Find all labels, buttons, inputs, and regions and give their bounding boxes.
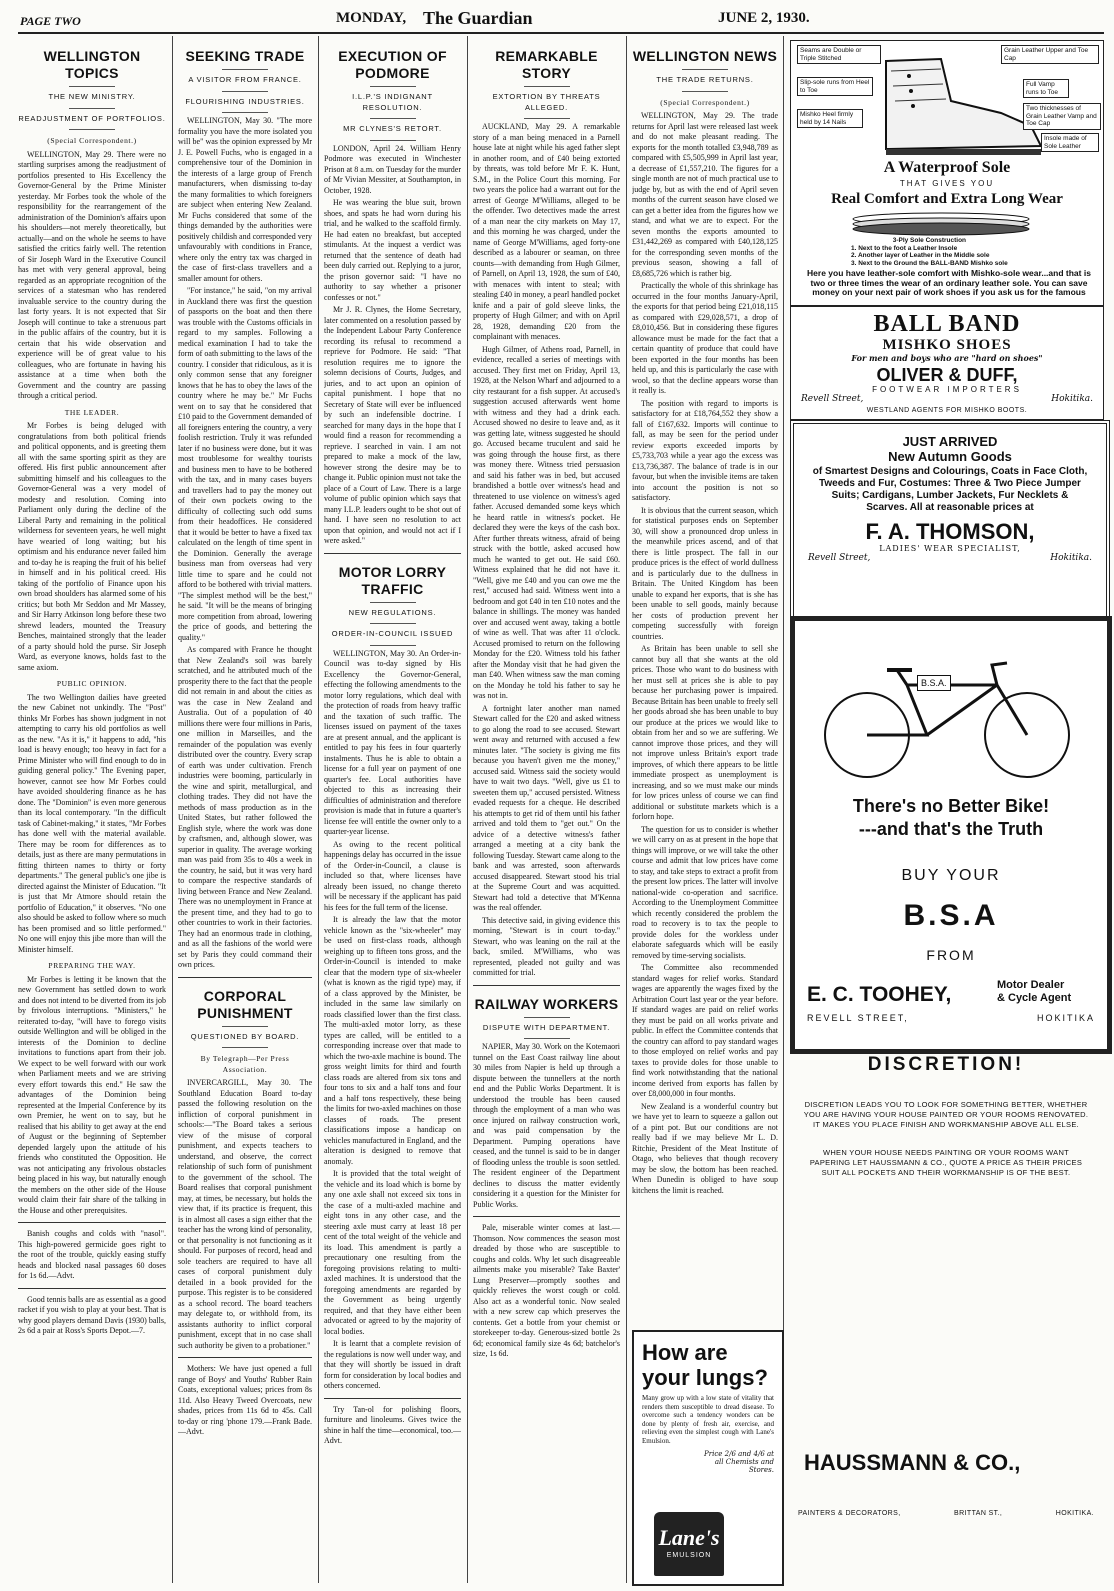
article-paragraph: LONDON, April 24. William Henry Podmore was executed in Winchester Prison at 8 a.m. on Tuesday for the murder of Mr Vivian Messiter, at Southampton, in October, 1928. bbox=[324, 143, 461, 195]
column-remarkable-story bbox=[473, 38, 620, 1583]
column-rule bbox=[467, 36, 468, 1583]
ad-brand: B.S.A bbox=[903, 899, 999, 932]
ad-slogan: ---and that's the Truth bbox=[858, 819, 1044, 839]
lanes-brand: Lane's bbox=[658, 1525, 720, 1550]
divider bbox=[178, 1357, 312, 1358]
ad-agents: WESTLAND AGENTS FOR MISHKO BOOTS. bbox=[866, 407, 1028, 414]
divider bbox=[370, 118, 416, 119]
article-paragraph: New Zealand is a wonderful country but we have yet to learn to squeeze a gallon out of a pint pot. But our conditions are not really bad if we may believe Mr L. D. Ritchie, President of the Meat Institute of Otago, who believes that though recovery may be slow, the bottom has been reached. When Dunedin is obliged to have soup kitchens the limit is reached. bbox=[632, 1101, 778, 1195]
divider bbox=[524, 1017, 570, 1018]
divider bbox=[222, 69, 268, 70]
ad-tagline: For men and boys who are "hard on shoes" bbox=[851, 353, 1043, 363]
masthead-day: MONDAY, bbox=[336, 10, 407, 26]
article-paragraph: Mr Forbes is being deluged with congratulations from both political friends and political opponents, and is greeting them all with the same sporting spirit as they are offered. His first public announcement after submitting himself and his colleagues to the Governor-General was a very model of modesty and resolution. Coming into Parliament only during the decline of the Liberal Party and remaining in the political wilderness for seventeen years, he well might have wearied of long waiting; but his optimism and his endurance never failed him and to-day he is reaping the fruit of his belief in himself and in his political creed. His taking of the portfolio of Finance upon his own broad shoulders has alarmed some of his critics; but both Mr Seddon and Mr Massey, and Sir Harry Atkinson long before these two shrewd leaders, mounted the Treasury Benches, maintained strongly that the leader of a party should hold the purse. Sir Joseph Ward, as everyone knows, holds fast to the same axiom. bbox=[18, 421, 166, 672]
bicycle-icon bbox=[797, 635, 1097, 785]
divider bbox=[222, 91, 268, 92]
article-paragraph: WELLINGTON, May 30. "The more formality you have the more isolated you will be" was the opinion expressed by Mr J. E. Powell Fuchs, who is engaged in a comprehensive tour of the Dominion in the interests of a large group of French manufacturers, when dismissing to-day the many formalities to which foreigners are subject when entering New Zealand. Mr Fuchs considered that some of the things demanded by the authorities were positively childish and corresponded very unfavourably with conditions in France, where only the entry tax was charged in the case of first-class travellers and a smaller amount for others. bbox=[178, 116, 312, 283]
divider bbox=[18, 1288, 166, 1289]
lanes-emulsion-ad bbox=[632, 1330, 784, 1586]
divider bbox=[324, 553, 461, 554]
headline: RAILWAY WORKERS bbox=[474, 995, 619, 1012]
ad-trade: PAINTERS & DECORATORS, bbox=[798, 1510, 901, 1517]
divider bbox=[473, 985, 620, 986]
divider bbox=[69, 108, 115, 109]
lanes-brand-sub: EMULSION bbox=[666, 1552, 712, 1559]
column-rule bbox=[318, 36, 319, 1583]
masthead bbox=[18, 10, 1104, 34]
sole-item: 3. Next to the Ground the BALL-BAND Mishko sole bbox=[851, 259, 1008, 267]
headline: WELLINGTON TOPICS bbox=[43, 48, 141, 81]
masthead-date: JUNE 2, 1930. bbox=[718, 10, 810, 26]
subheadline: THE NEW MINISTRY. bbox=[48, 92, 136, 101]
ad-street: Revell Street, bbox=[808, 553, 871, 563]
headline: MOTOR LORRY TRAFFIC bbox=[338, 563, 447, 597]
ad-firm: E. C. TOOHEY, bbox=[807, 983, 952, 1006]
article-paragraph: It is obvious that the current season, which for statistical purposes ends on September 30, will show a pronounced drop unless in the meanwhile prices ascend, and of that there is little prospect. The fall in our produce prices is the effect of world dullness and is particularly due to the dullness in Britain. The United Kingdom has been unable to expand her exports, that is she has been unable to sell goods, mainly because her costs of production prevent her competing successfully with foreign countries. bbox=[632, 505, 778, 641]
subheadline: FLOURISHING INDUSTRIES. bbox=[185, 96, 305, 106]
ad-headline: DISCRETION! bbox=[867, 1054, 1025, 1075]
ad-body: Here you have leather-sole comfort with Mishko-sole wear...and that is two or three times the wear of an ordinary leather sole. You can save money on your next pair of work shoes if you ask us for the famous bbox=[807, 268, 1091, 297]
byline: By Telegraph—Per Press Association. bbox=[200, 1054, 290, 1074]
advertisement-paragraph: Mothers: We have just opened a full range of Boys' and Youths' Rubber Rain Coats, exceptional values; prices from 8s 11d. Also Heavy Tweed Overcoats, new shades, prices from 11s 6d to 45s. Call to-day or ring 'phone 179.—Frank Bade.—Advt. bbox=[178, 1364, 312, 1436]
ad-slogan: There's no Better Bike! bbox=[852, 796, 1050, 816]
ad-brand: BALL BAND bbox=[873, 311, 1021, 337]
mishko-shoe-ad bbox=[790, 40, 1104, 306]
byline: (Special Correspondent.) bbox=[47, 136, 137, 145]
lungs-price: Price 2/6 and 4/6 at all Chemists and Stores. bbox=[704, 1450, 774, 1474]
divider bbox=[370, 623, 416, 624]
divider bbox=[682, 91, 728, 92]
article-paragraph: Mr J. R. Clynes, the Home Secretary, later commented on a resolution passed by the Independent Labour Party Conference recording its refusal to recommend a reprieve for Podmore. He said: "That resolution requires me to ignore the solemn decisions of Courts, Judges, and juries, and to act upon an opinion of capital punishment. I hope that no Secretary of State will ever be influenced by such an indefensible doctrine. I searched for many days in the hope that I would find a reason for recommending a reprieve. I searched in vain. I am not prepared to make a mock of the law, however strong the desire may be to change it. Public opinion must not take the place of a Court of Law. There is a large volume of public opinion which says that many I.L.P. leaders ought to be shot out of hand. I have seen no resolution to act upon that opinion, and would not act if I were asked." bbox=[324, 305, 461, 545]
advertisement-paragraph: Banish coughs and colds with "nasol". This high-powered germicide goes right to the root of the trouble, quickly easing stuffy heads and blocked nasal passages 60 doses for 1s 6d.—Advt. bbox=[18, 1229, 166, 1280]
ad-subheadline: New Autumn Goods bbox=[888, 449, 1012, 464]
article-paragraph: A fortnight later another man named Stewart called for the £20 and asked witness to go along the road to see accused. Stewart went away and returned with accused a few minutes later. "The society is giving me fits because you haven't given me the money," accused said. Witness said the society would have to wait two days. "Well, give us £1 to sweeten them up," accused persisted. Witness evaded requests for a cheque. He described his attempts to get rid of them until his father arrived and told them to "get out." On the advice of a detective witness's father arranged a meeting at a city bank the following Tuesday. Stewart came along to the bank and was arrested, soon afterwards accused disappeared. Stewart stood his trial at the Supreme Court and was acquitted. Stewart had told a detective that M'Kenna was the real offender. bbox=[473, 703, 620, 912]
divider bbox=[178, 977, 312, 978]
article-paragraph: As owing to the recent political happenings delay has occurred in the issue of the Order-in-Council, a clause is included so that, where licenses have already been issued, no change thereto will be necessary if the applicant has paid his fees for the full term of the license. bbox=[324, 839, 461, 912]
shoe-feature-label: Seams are Double or Triple Stitched bbox=[797, 45, 881, 64]
article-paragraph: He was wearing the blue suit, brown shoes, and spats he had worn during his trial, and he walked to the scaffold firmly. He had eaten no breakfast, but accepted stimulants. At the inquest a verdict was returned that the sentence of death had been duly carried out. Replying to a juror, the prison governor said: "I have no authority to say whether a prisoner confesses or not." bbox=[324, 198, 461, 302]
ad-street: REVELL STREET, bbox=[807, 1013, 909, 1023]
ad-trade-line: & Cycle Agent bbox=[997, 992, 1072, 1004]
lanes-bottle-icon bbox=[654, 1512, 724, 1576]
column-rule bbox=[626, 36, 627, 1583]
ad-trade: LADIES' WEAR SPECIALIST, bbox=[879, 544, 1021, 553]
divider bbox=[473, 1216, 620, 1217]
subheadline: A VISITOR FROM FRANCE. bbox=[188, 75, 302, 84]
divider bbox=[370, 645, 416, 646]
ad-town: HOKITIKA bbox=[1036, 1013, 1095, 1023]
sole-layers-icon bbox=[791, 211, 1101, 237]
headline: WELLINGTON NEWS bbox=[632, 48, 778, 64]
divider bbox=[222, 112, 268, 113]
ad-headline: BUY YOUR bbox=[901, 867, 1001, 884]
headline: CORPORAL PUNISHMENT bbox=[197, 987, 293, 1021]
sole-title: 3-Ply Sole Construction bbox=[892, 237, 967, 244]
article-paragraph: WELLINGTON, May 30. An Order-in-Council was to-day signed by His Excellency the Governor-General, effecting the following amendments to the motor lorry regulations, which deal with the protection of roads from heavy traffic and the taxation of such traffic. The licenses issued on payment of the taxes are at present annual, and the applicant is entitled to pay his fees in four quarterly instalments. Thus he is able to obtain a license for a full year on payment of one quarter's fee. Local authorities have objected to this as increasing their difficulties of administration and therefore provision is made that in future a quarter's license fee will entitle the owner only to a quarter-year license. bbox=[324, 648, 461, 836]
ad-headline: JUST ARRIVED bbox=[902, 434, 998, 449]
ad-firm: HAUSSMANN & CO., bbox=[804, 1450, 1021, 1475]
article-paragraph: WELLINGTON, May 29. The trade returns for April last were released last week and do not make pleasant reading. The exports for the month totalled £3,948,789 as compared with £5,505,999 in April last year, a decrease of £1,557,210. The figures for a single month are not of much practical use to judge by, but as with the end of April seven months of the current season have closed we can get a better idea from the figures how we stand, and what we are to expect. For the seven months the exports amounted to £31,442,269 as compared with £40,128,125 for the corresponding seven months of the previous season, showing a fall of £8,685,726 which is rather big. bbox=[632, 111, 778, 278]
ball-band-ad bbox=[790, 306, 1104, 420]
divider bbox=[524, 118, 570, 119]
article-paragraph: "For instance," he said, "on my arrival in Auckland there was first the question of passports on the boat and then there was trouble with the Customs officials in regard to my samples. Following a medical examination I had to take the form of oath submitting to the laws of the country. I consider that ridiculous, as it is only common sense that any foreigner knows that he has to obey the laws of the country where he may be." Mr Fuchs went on to say that he considered that £10 paid to the Government demanded of all foreigners entering the country, a very foolish restriction. Truly it was refunded later if no business were done, but it was most troublesome for wealthy tourists and business men to have to be bothered with the tax, and in many cases buyers and travellers had to pay the money out of their own pockets owing to the difficulty of collecting such odd sums from their headoffices. He considered that it would be better to have a fixed tax calculated on the length of time spent in the Dominion. Generally the average business man from overseas had very little time to spare and he could not afford to be bothered with trivial matters. "The simplest method will be the best," he said. "It will be the means of bringing more competition from abroad, lowering the price of goods, and bettering the quality." bbox=[178, 286, 312, 642]
ad-trade bbox=[997, 979, 1071, 1005]
sole-item: 1. Next to the foot a Leather Insole bbox=[851, 244, 958, 252]
divider bbox=[370, 602, 416, 603]
article-paragraph: The Committee also recommended standard wages for relief works. Standard wages are apparently the wages fixed by the Arbitration Court last year or the year before. If standard wages are paid on relief works they must be paid on all works private and public. In effect the Committee contends that the country can afford to pay standard wages to those employed on relief works and pay taxes to provide doles for those unable to find work notwithstanding that the national income derived from exports has fallen by over £8,000,000 in four months. bbox=[632, 963, 778, 1098]
column-rule bbox=[172, 36, 173, 1583]
column-seeking-trade bbox=[178, 38, 312, 1583]
column-wellington-topics bbox=[18, 38, 166, 1583]
article-paragraph: AUCKLAND, May 29. A remarkable story of a man being menaced in a Parnell house late at night while his aged father slept in another room, and of £40 being extorted by threats, was told before Mr F. K. Hunt, S.M., in the Police Court this morning. For two years the police had a warrant out for the arrest of George M'Williams, alleged to be the offender. Two detectives made the arrest of a man near the city markets on May 17, and this morning he was charged, under the name of George M'Williams, aged forty-one described as a labourer or seaman, on three counts—with demanding from Hugh Gilmer, of Parnell, on April 13, 1928, the sum of £40, with menaces with intent to steal; with stealing £40 in money, a pearl handled pocket knife and a pair of gold sleeve links, the property of Hugh Gilmer; and with on April 28, 1928, demanding £20 from the complainant with menaces. bbox=[473, 122, 620, 341]
subheadline: ORDER-IN-COUNCIL ISSUED bbox=[331, 629, 454, 638]
ad-trade-line: Motor Dealer bbox=[997, 979, 1065, 991]
advertisement-paragraph: Good tennis balls are as essential as a good racket if you wish to play at your best. That is why good players demand Davis (1930) balls, 2s 6d a pair at Ross's Sports Depot.—7. bbox=[18, 1294, 166, 1335]
ad-street: Revell Street, bbox=[801, 394, 864, 404]
article-paragraph: The question for us to consider is whether we will carry on as at present in the hope that things will improve, or we will take the other course and admit that low prices have come to stay, and take steps to extract a profit from the present low prices. The latter will involve national-wide co-operation and sacrifice. According to the Unemployment Committee which recently considered the problem the road to recovery is to tax the people to provide doles for the workless under elaborate safeguards which will be easily removed by time-serving socialists. bbox=[632, 824, 778, 960]
ad-address bbox=[798, 1510, 1094, 1517]
sole-construction-list bbox=[851, 237, 1008, 267]
section-heading: THE LEADER. bbox=[64, 407, 120, 417]
ad-headline: Real Comfort and Extra Long Wear bbox=[831, 191, 1063, 207]
ad-firm: F. A. THOMSON, bbox=[865, 519, 1035, 544]
advertisement-paragraph: Pale, miserable winter comes at last.—Thomson. Now commences the season most dreaded by those who are susceptible to coughs and colds. Why let such disagreeable ailments make you miserable? Take Baxter' Lung Preserver—promptly soothes and quickly relieves the worst cough or cold. Also act as a wonderful tonic. Now sealed with a new screw cap which preserves the contents. Get a bottle from your chemist or storekeeper to-day. Generous-sized bottle 2s 6d; economical family size 4s 6d; batchelor's size, 1s 6d. bbox=[473, 1223, 620, 1358]
haussmann-discretion-ad bbox=[790, 1046, 1102, 1252]
ad-body: of Smartest Designs and Colourings, Coats in Face Cloth, Tweeds and Fur, Costumes: Three & Two Piece Jumper Suits; Cardigans, Lumber Jackets, Fur Necklets & Scarves. All at reasonable prices at bbox=[812, 466, 1088, 513]
article-paragraph: NAPIER, May 30. Work on the Kotemaori tunnel on the East Coast railway line about 30 miles from Napier is held up through a dispute between the tunnellers at the north end and the Public Works Department. It is understood the trouble has been caused through the employment of a man who was once injured on railway construction work, and was paid compensation by the Department. Pumping operations have ceased, and the tunnel is said to be in danger of flooding unless the trouble is soon settled. The resident engineer of the Department declines to discuss the matter evidently considering it a question for the Minister for Public Works. bbox=[473, 1042, 620, 1209]
advertisement-paragraph: Try Tan-ol for polishing floors, furniture and linoleums. Gives twice the shine in half the time—economical, too.—Advt. bbox=[324, 1404, 461, 1445]
ad-from: FROM bbox=[926, 947, 976, 963]
shoe-feature-label: Mishko Heel firmly held by 14 Nails bbox=[797, 109, 863, 128]
ad-firm: OLIVER & DUFF, bbox=[876, 365, 1018, 385]
column-wellington-news bbox=[632, 38, 778, 1323]
divider bbox=[682, 69, 728, 70]
article-paragraph: This detective said, in giving evidence this morning, "Stewart is in court to-day." Stewart, who was leaning on the rail at the back, smiled. M'Williams, who was represented, pleaded not guilty and was committed for trial. bbox=[473, 915, 620, 977]
subheadline: MR CLYNES'S RETORT. bbox=[343, 124, 442, 133]
thomson-ladies-wear-ad bbox=[790, 420, 1110, 622]
bsa-bicycle-ad bbox=[790, 616, 1112, 1054]
lungs-heading-line: How are bbox=[642, 1340, 728, 1365]
ad-trade: FOOTWEAR IMPORTERS bbox=[872, 385, 1022, 394]
ad-headline: A Waterproof Sole bbox=[883, 159, 1011, 176]
divider bbox=[370, 86, 416, 87]
page-number: PAGE TWO bbox=[20, 14, 81, 28]
byline: (Special Correspondent.) bbox=[660, 97, 750, 107]
divider bbox=[69, 86, 115, 87]
subheadline: NEW REGULATIONS. bbox=[348, 607, 437, 617]
article-paragraph: It is learnt that a complete revision of the regulations is now well under way, and that they will shortly be issued in draft form for consideration by local bodies and others concerned. bbox=[324, 1339, 461, 1390]
headline: EXECUTION OF PODMORE bbox=[338, 48, 447, 81]
ad-address bbox=[791, 394, 1103, 404]
shoe-feature-label: Grain Leather Upper and Toe Cap bbox=[1001, 45, 1099, 64]
newspaper-title: The Guardian bbox=[423, 8, 533, 28]
divider bbox=[324, 1398, 461, 1399]
divider bbox=[524, 86, 570, 87]
headline: REMARKABLE STORY bbox=[495, 48, 598, 81]
ad-address bbox=[807, 1013, 1095, 1023]
ad-body: WHEN YOUR HOUSE NEEDS PAINTING OR YOUR ROOMS WANT PAPERING LET HAUSSMANN & CO., QUOTE A PRICE AS THEIR PRICES SUIT ALL POCKETS AND THEIR WORKMANSHIP IS OF THE BEST. bbox=[809, 1148, 1083, 1177]
divider bbox=[524, 1038, 570, 1039]
article-paragraph: Hugh Gilmer, of Athens road, Parnell, in evidence, recalled a series of meetings with accused. They first met on Friday, April 13, 1928, at the Nelson Wharf and adjourned to a city restaurant for a fish supper. At accused's suggestion accused afterwards went home with witness and they had a drink each. Accused showed no desire to leave and, as it was getting late, witness suggested he should go. Accused became truculent and said he was going through the house first, as there was money there. Witness tried persuasion and said his father was in bed, but accused brandished a bottle over witness's head and threatened to use violence on witness's aged father. Accused demanded some keys which he heard rattle in witness's pocket. He declared they were the keys of the cash box. After further threats witness, afraid of being struck with the bottle, asked accused how much he wanted to get out. He said £60. Witness explained that he did not have it. "Well, give me £40 and you can owe me the rest," accused had said. Witness went into a bedroom and got £40 in ten £10 notes and the balance in shillings. The money was handed over and accused went away, taking a bottle of wine as well. That was after 11 o'clock. Accused promised to return on the following Monday for the £20. Witness told his father after the Monday visit that he had given the man £40. When witness saw the man coming on the Monday he told his father to say he was not in. bbox=[473, 344, 620, 700]
ad-subheadline: THAT GIVES YOU bbox=[899, 179, 995, 188]
article-paragraph: Mr Forbes is letting it be known that the new Government has settled down to work and does not intend to be diverted from its job by frivolous interruptions. "Ministers," he reiterated to-day, "will have to forego visits outside Wellington and will be obliged in the interests of the Dominion to decline invitations to functions apart from their job. We expect to be well forward with our work when Parliament meets and we are striving every effort towards this end." He saw the advantages of the Dominion being represented at the Imperial Conference by its own Premier, he went on to say, but he realised that his ability to get away at the end of August or the beginning of September depended largely upon the attitude of his friends who constituted the Opposition. He was not anticipating any frivolous obstacles being placed in his way, but naturally enough the members on the other side of the House would claim their fair share of the talking in the House and other prerequisites. bbox=[18, 974, 166, 1215]
subheadline: READJUSTMENT OF PORTFOLIOS. bbox=[18, 113, 166, 123]
divider bbox=[370, 140, 416, 141]
sole-item: 2. Another layer of Leather in the Middle sole bbox=[851, 252, 990, 259]
divider bbox=[222, 1047, 268, 1048]
article-paragraph: As compared with France he thought that New Zealand's soil was barely scratched, and he attributed much of the prosperity there to the fact that the people did not remain in and about the cities as was the case in New Zealand and Australia. Out of a population of 40 millions there were four millions in Paris, one million in Marseilles, and the remainder of the population was evenly distributed over the country. Every scrap of earth was under cultivation. French industries were booming, particularly in the wine and spirit, metallurgical, and clothing trades. They did not have the methods of mass production as in the United States, but rather followed the English style, where the work was done by craftsmen, and, although slower, was superior in quality. The average working man was paid from 35s to 40s a week in the country, he said, but it was very hard to compare the respective standards of living between France and New Zealand. There was no unemployment in France at the present time, and they had to go to other countries to work in their factories. They had an enormous trade in clothing, and as all the fashions of the world were set by Paris they could command their own prices. bbox=[178, 645, 312, 969]
article-paragraph: WELLINGTON, May 29. There were no startling surprises among the readjustment of portfolios presented to His Excellency the Governor-General by the Prime Minister yesterday. Mr Forbes took the whole of the responsibility for the rearrangement of the administration of the Dominion's affairs upon his shoulders—not merely theoretically, but actually—and on the whole he seems to have satisfied the critics fairly well. The retention of Sir Joseph Ward in the Executive Council has met with very general approval, being regarded as an appropriate recognition of the services of a statesman who has rendered invaluable service to the country during the last forty years. It is not expected that Sir Joseph will continue to take a strenuous part in the public affairs of the country, but it is certain that his wide observation and experience will be of great value to his colleagues, who are fortunate in having his assistance at a time when both the Government and the country are passing through a critical period. bbox=[18, 149, 166, 400]
ad-address bbox=[794, 553, 1106, 563]
headline: SEEKING TRADE bbox=[185, 48, 305, 64]
divider bbox=[222, 1026, 268, 1027]
section-heading: PREPARING THE WAY. bbox=[48, 961, 136, 970]
ad-town: Hokitika. bbox=[1050, 553, 1092, 563]
article-paragraph: It is provided that the total weight of the vehicle and its load which is borne by any one axle shall not exceed six tons in the case of a multi-axled machine and eight tons in any other case, and the steering axle must carry at least 18 per cent of the total weight of the vehicle and its load. This amendment is partly a precautionary one resulting from the foregoing provisions relating to multi-axled machines. It is understood that the foregoing amendments are regarded by the Government as being urgently required, and that they have either been advocated or agreed to by the majority of local bodies. bbox=[324, 1169, 461, 1336]
ad-town: HOKITIKA. bbox=[1055, 1510, 1094, 1517]
subheadline: THE TRADE RETURNS. bbox=[656, 75, 754, 84]
lungs-heading-line: your lungs? bbox=[642, 1365, 768, 1390]
article-paragraph: The position with regard to imports is satisfactory for at £18,764,552 they show a fall of £167,632. Imports will continue to fall, as may be seen for the period under review exports exceeded imports by £5,733,703 while a year ago the excess was £13,736,387. The balance of trade is in our favour, but when the invisible items are taken into account the position is not so satisfactory. bbox=[632, 398, 778, 502]
ad-brand-sub: MISHKO SHOES bbox=[882, 337, 1012, 353]
ad-town: Hokitika. bbox=[1051, 394, 1093, 404]
article-paragraph: Practically the whole of this shrinkage has occurred in the four months January-April, the exports for that period being £21,018,115 as compared with £29,028,571, a drop of £8,010,456. But in considering these figures allowance must be made for the fact that a certain quantity of produce that could have been exported in the four months has been held up, and this is particularly the case with wool, so that the decline appears worse than it really is. bbox=[632, 281, 778, 395]
article-paragraph: INVERCARGILL, May 30. The Southland Education Board to-day passed the following resolution on the infliction of corporal punishment in schools:—"The Board takes a serious view of the misuse of corporal punishment, and expects teachers to understand, and observe, the correct relationship of such form of punishment to the government of the school. The Board realises that corporal punishment may, at times, be necessary, but holds the view that, if its practice is frequent, this is in almost all cases a sign either that the teacher has the wrong kind of personality, or that personality is not functioning as it should. For purposes of record, head and sole teachers are required to have all cases of corporal punishment duly detailed in a book provided for the purpose. This register is to be considered as a school record. The board teachers may delegate to, or withhold from, its assistants authority to inflict corporal punishment, except that in no case shall such authority be given to a probationer." bbox=[178, 1078, 312, 1350]
ad-street: BRITTAN ST., bbox=[954, 1510, 1003, 1517]
shoe-feature-label: Two thicknesses of Grain Leather Vamp and Toe Cap bbox=[1023, 103, 1101, 130]
shoe-feature-label: Slip-sole runs from Heel to Toe bbox=[797, 77, 873, 96]
subheadline: DISPUTE WITH DEPARTMENT. bbox=[482, 1022, 611, 1032]
article-paragraph: As Britain has been unable to sell she cannot buy all that she wants at the old prices. Those who want to do business with her must sell at prices she is able to pay because her purchasing power is impaired. Because Britain has been unable to freely sell her goods abroad she has been unable to buy our produce at the prices we would like to obtain from her and so we are suffering. We cannot improve those prices, and they will not improve unless Britain's export trade improves, of which there appears to be little immediate prospect as unemployment is increasing, and so we must make our minds for low prices unless of course we can find additional or substitute markets which is a forlorn hope. bbox=[632, 644, 778, 821]
section-heading: PUBLIC OPINION. bbox=[56, 679, 128, 688]
shoe-feature-label: Insole made of Sole Leather bbox=[1041, 133, 1099, 152]
ad-body: DISCRETION LEADS YOU TO LOOK FOR SOMETHING BETTER, WHETHER YOU ARE HAVING YOUR HOUSE PAINTED OR YOUR ROOMS RENOVATED. IT MAKES YOU PLACE FINISH AND WORKMANSHIP ABOVE ALL ELSE. bbox=[803, 1100, 1089, 1129]
lungs-heading bbox=[634, 1332, 782, 1392]
lungs-body: Many grow up with a low state of vitality that renders them susceptible to dread disease. To overcome such a tendency wonders can be done by plenty of fresh air, exercise, and relieving even the simplest cough with Lane's Emulsion. bbox=[642, 1394, 774, 1445]
article-paragraph: It is already the law that the motor vehicle known as the "six-wheeler" may be used on first-class roads, although weighing up to fifteen tons gross, and the Order-in-Council is intended to make clear that the modern type of six-wheeler (what is known as the rigid type) may, if of a class approved by the Minister, be included in the same law similarly on roads classified lower than the first class. The multi-axled motor lorry, as these types are called, will be entitled to a corresponding increase over that made to which the two-axle machine is bound. The gross weight limits for third and fourth class roads are altered from six tons and four tons to six and a half tons and four and a half tons respectively, these being the limits for two-axled machines on those classes of roads. The present classifications impose a handicap on vehicles manufactured in England, and the alteration is designed to remove that anomaly. bbox=[324, 915, 461, 1166]
subheadline: I.L.P.'S INDIGNANT RESOLUTION. bbox=[352, 92, 433, 112]
divider bbox=[69, 129, 115, 130]
column-execution-of-podmore bbox=[324, 38, 461, 1583]
article-paragraph: The two Wellington dailies have greeted the new Cabinet not unkindly. The "Post" thinks Mr Forbes has shown judgment in not attempting to carry his old portfolios as well as the new. "As it is," it happens to add, "his load is heavy enough; too heavy in fact for a Prime Minister who will find enough to do in guiding general policy." The Evening paper, however, cannot see how Mr Forbes could have avoided shouldering finance as he has done. The "Dominion" is even more generous than its local contemporary. "In the difficult task of Cabinet-making," it states, "Mr Forbes has done well with the material available. There may be room for differences as to details, just as there are many permutations in fitting thirteen names to thirty or forty departments." The general public's one jibe is directed against the Minister of Education. "It is just that Mr Atmore should retain the portfolio of Education," it observes. "No one also should be asked to follow where so much has been promised and so little performed." No one will enjoy this jibe more than will the Minister himself. bbox=[18, 692, 166, 954]
subheadline: EXTORTION BY THREATS ALLEGED. bbox=[492, 92, 601, 112]
haussmann-firm-ad bbox=[790, 1254, 1102, 1582]
shoe-feature-label: Full Vamp runs to Toe bbox=[1023, 79, 1069, 98]
bsa-badge: B.S.A. bbox=[917, 675, 951, 691]
divider bbox=[18, 1222, 166, 1223]
subheadline: QUESTIONED BY BOARD. bbox=[190, 1031, 300, 1041]
